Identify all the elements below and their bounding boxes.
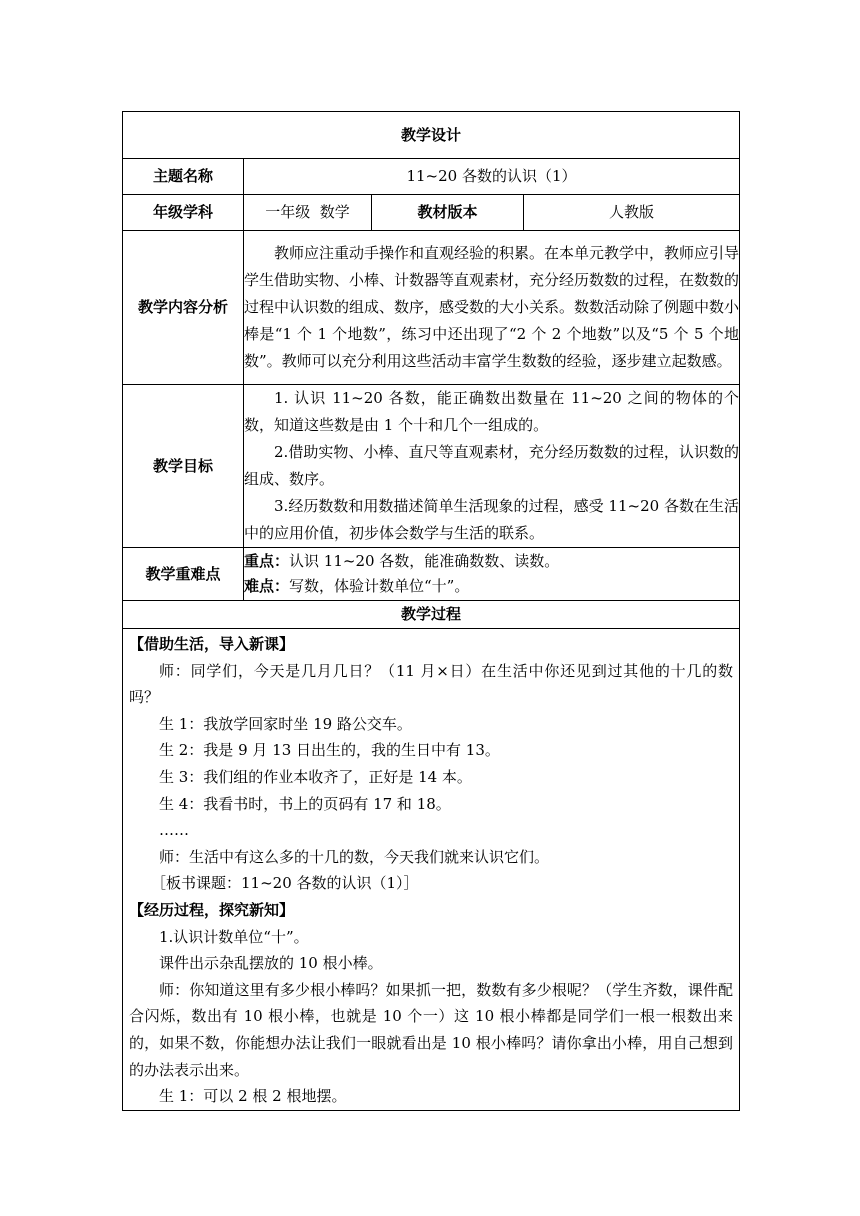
process-line: 师：同学们，今天是几月几日？（11 月×日）在生活中你还见到过其他的十几的数吗？ [129,661,734,707]
process-line: 生 4：我看书时，书上的页码有 17 和 18。 [159,794,451,813]
objectives-cell [244,385,740,548]
focus-label: 重点： [244,552,290,570]
grade-label: 年级学科 [123,195,244,231]
content-analysis-cell [244,231,740,385]
topic-label: 主题名称 [123,159,244,195]
difficulty-label: 难点： [244,577,290,595]
grade-value: 一年级 数学 [244,195,372,231]
content-analysis-text: 教师应注重动手操作和直观经验的积累。在本单元教学中，教师应引导学生借助实物、小棒、计数器等直观素材，充分经历数数的过程，在数数的过程中认识数的组成、数序，感受数的大小关系。数数活动除了例题中数小棒是“1 个 1 个地数”，练习中还出现了“2 个 2 个地数”以及“5 个 5 个地数”。教师可以充分利用这些活动丰富学生数数的经验，逐步建立起数感。 [244,244,740,370]
process-line: 生 2：我是 9 月 13 日出生的，我的生日中有 13。 [159,741,500,760]
page-title: 教学设计 [123,112,740,159]
lesson-plan-table [122,111,740,1111]
objective-item: 1. 认识 11~20 各数，能正确数出数量在 11~20 之间的物体的个数，知道这些数是由 1 个十和几个一组成的。 [244,389,740,434]
objective-item: 2.借助实物、小棒、直尺等直观素材，充分经历数数的过程，认识数的组成、数序。 [244,443,740,488]
difficulty-text: 写数，体验计数单位“十”。 [289,577,470,595]
key-points-label: 教学重难点 [123,548,244,601]
process-line: …… [159,821,189,840]
edition-label: 教材版本 [372,195,524,231]
section-title: 【经历过程，探究新知】 [129,900,295,919]
process-line: ［板书课题：11~20 各数的认识（1）］ [151,874,419,893]
focus-text: 认识 11~20 各数，能准确数数、读数。 [289,552,560,570]
process-line: 生 1：我放学回家时坐 19 路公交车。 [159,714,412,733]
objectives-label: 教学目标 [123,385,244,548]
edition-value: 人教版 [524,195,740,231]
objective-item: 3.经历数数和用数描述简单生活现象的过程，感受 11~20 各数在生活中的应用价值，初步体会数学与生活的联系。 [244,497,740,542]
process-line: 课件出示杂乱摆放的 10 根小棒。 [159,954,383,973]
content-analysis-label: 教学内容分析 [123,231,244,385]
process-line: 生 3：我们组的作业本收齐了，正好是 14 本。 [159,767,472,786]
process-line: 师：你知道这里有多少根小棒吗？如果抓一把，数数有多少根呢？（学生齐数，课件配合闪烁，数出有 10 根小棒，也就是 10 个一）这 10 根小棒都是同学们一根一根数出来的，如果不数，你能想办法让我们一眼就看出是 10 根小棒吗？请你拿出小棒，用自己想到的办法表示出来。 [129,980,734,1079]
process-line: 1.认识计数单位“十”。 [159,927,309,946]
key-points-cell [244,548,740,601]
process-line: 师：生活中有这么多的十几的数，今天我们就来认识它们。 [159,847,550,866]
process-line: 生 1：可以 2 根 2 根地摆。 [159,1087,347,1106]
process-body [123,629,740,1111]
section-title: 【借助生活，导入新课】 [129,635,295,653]
topic-value: 11~20 各数的认识（1） [244,159,740,195]
process-title: 教学过程 [123,601,740,629]
